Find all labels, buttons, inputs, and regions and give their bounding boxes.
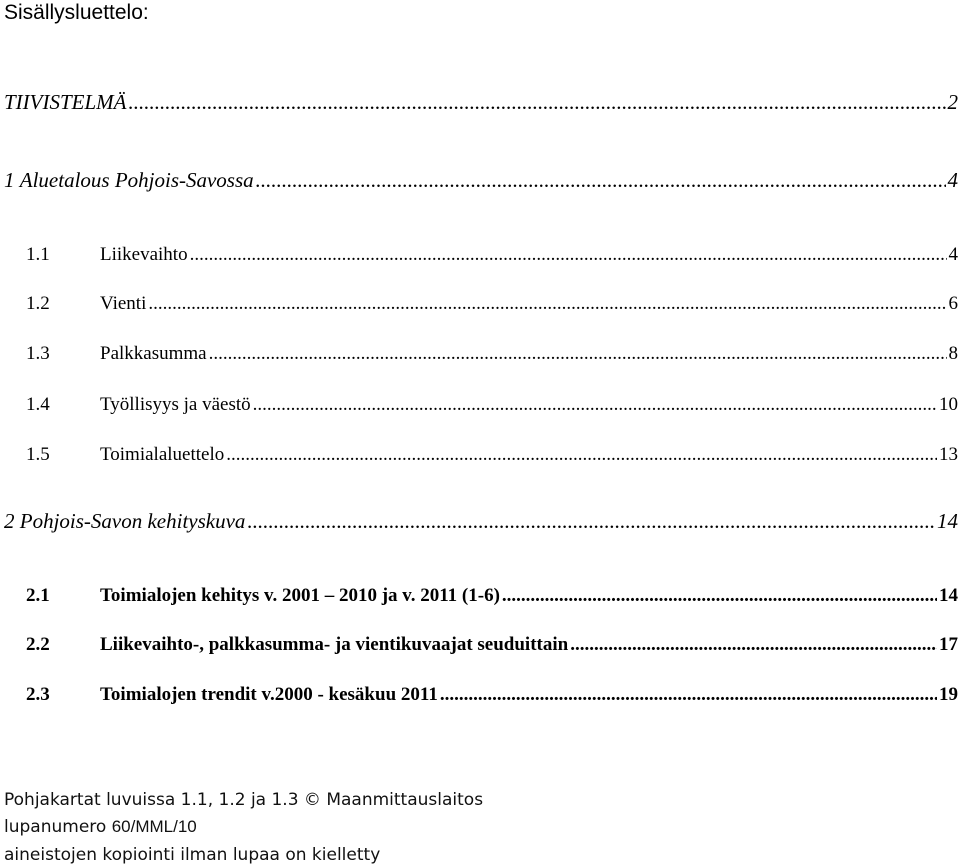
toc-page: 6 <box>948 293 958 314</box>
footer-license-number: 60/MML/10 <box>111 817 197 836</box>
footer-license-line <box>4 817 197 837</box>
toc-leader <box>226 444 937 466</box>
toc-number: 2 <box>4 509 15 533</box>
toc-leader <box>502 585 937 607</box>
toc-page: 4 <box>947 168 958 192</box>
toc-entry-1-2[interactable] <box>26 293 958 323</box>
toc-number: 1.5 <box>26 444 50 465</box>
toc-page: 14 <box>939 585 958 606</box>
toc-page: 17 <box>939 634 958 655</box>
toc-title: Työllisyys ja väestö <box>100 394 251 415</box>
footer-copy-restriction-line: aineistojen kopiointi ilman lupaa on kielletty <box>4 845 381 865</box>
toc-title: Pohjois-Savon kehityskuva <box>19 509 246 533</box>
toc-number: 1.2 <box>26 293 50 314</box>
toc-page: 4 <box>948 244 958 265</box>
toc-entry-chapter-1[interactable] <box>4 168 958 198</box>
toc-entry-chapter-2[interactable] <box>4 509 958 539</box>
toc-leader <box>209 343 947 365</box>
toc-leader <box>253 394 937 416</box>
footer-license-prefix: lupanumero <box>4 817 112 837</box>
toc-leader <box>440 684 937 706</box>
toc-entry-1-4[interactable] <box>26 394 958 424</box>
toc-title: Toimialaluettelo <box>100 444 225 465</box>
toc-leader <box>148 293 946 315</box>
toc-number: 2.1 <box>26 585 50 606</box>
toc-title: TIIVISTELMÄ <box>4 90 127 114</box>
toc-number: 1 <box>4 168 15 192</box>
toc-title: Vienti <box>100 293 147 314</box>
toc-page: 19 <box>939 684 958 705</box>
toc-number: 1.3 <box>26 343 50 364</box>
toc-leader <box>247 509 935 534</box>
toc-number: 1.4 <box>26 394 50 415</box>
toc-leader <box>570 634 937 656</box>
toc-entry-2-1[interactable] <box>26 585 958 615</box>
toc-title: Palkkasumma <box>100 343 207 364</box>
toc-leader <box>190 244 947 266</box>
toc-number: 2.3 <box>26 684 50 705</box>
toc-title: Toimialojen kehitys v. 2001 – 2010 ja v. 2011 (1-6) <box>100 585 500 606</box>
toc-page: 13 <box>939 444 958 465</box>
toc-page: 8 <box>948 343 958 364</box>
toc-entry-1-5[interactable] <box>26 444 958 474</box>
toc-page: 10 <box>939 394 958 415</box>
toc-title: Toimialojen trendit v.2000 - kesäkuu 2011 <box>100 684 438 705</box>
toc-leader <box>129 90 946 115</box>
toc-entry-1-1[interactable] <box>26 244 958 274</box>
toc-entry-tiivistelma[interactable] <box>4 90 958 120</box>
toc-page: 14 <box>937 509 958 533</box>
toc-entry-2-2[interactable] <box>26 634 958 664</box>
toc-number: 2.2 <box>26 634 50 655</box>
toc-page: 2 <box>947 90 958 114</box>
toc-entry-1-3[interactable] <box>26 343 958 373</box>
toc-title: Liikevaihto-, palkkasumma- ja vientikuvaajat seuduittain <box>100 634 569 655</box>
toc-title: Aluetalous Pohjois-Savossa <box>19 168 254 192</box>
toc-title: Liikevaihto <box>100 244 188 265</box>
page-heading: Sisällysluettelo: <box>4 1 149 24</box>
toc-entry-2-3[interactable] <box>26 684 958 714</box>
toc-number: 1.1 <box>26 244 50 265</box>
footer-copyright-line: Pohjakartat luvuissa 1.1, 1.2 ja 1.3 © Maanmittauslaitos <box>4 790 484 810</box>
toc-leader <box>256 168 946 193</box>
